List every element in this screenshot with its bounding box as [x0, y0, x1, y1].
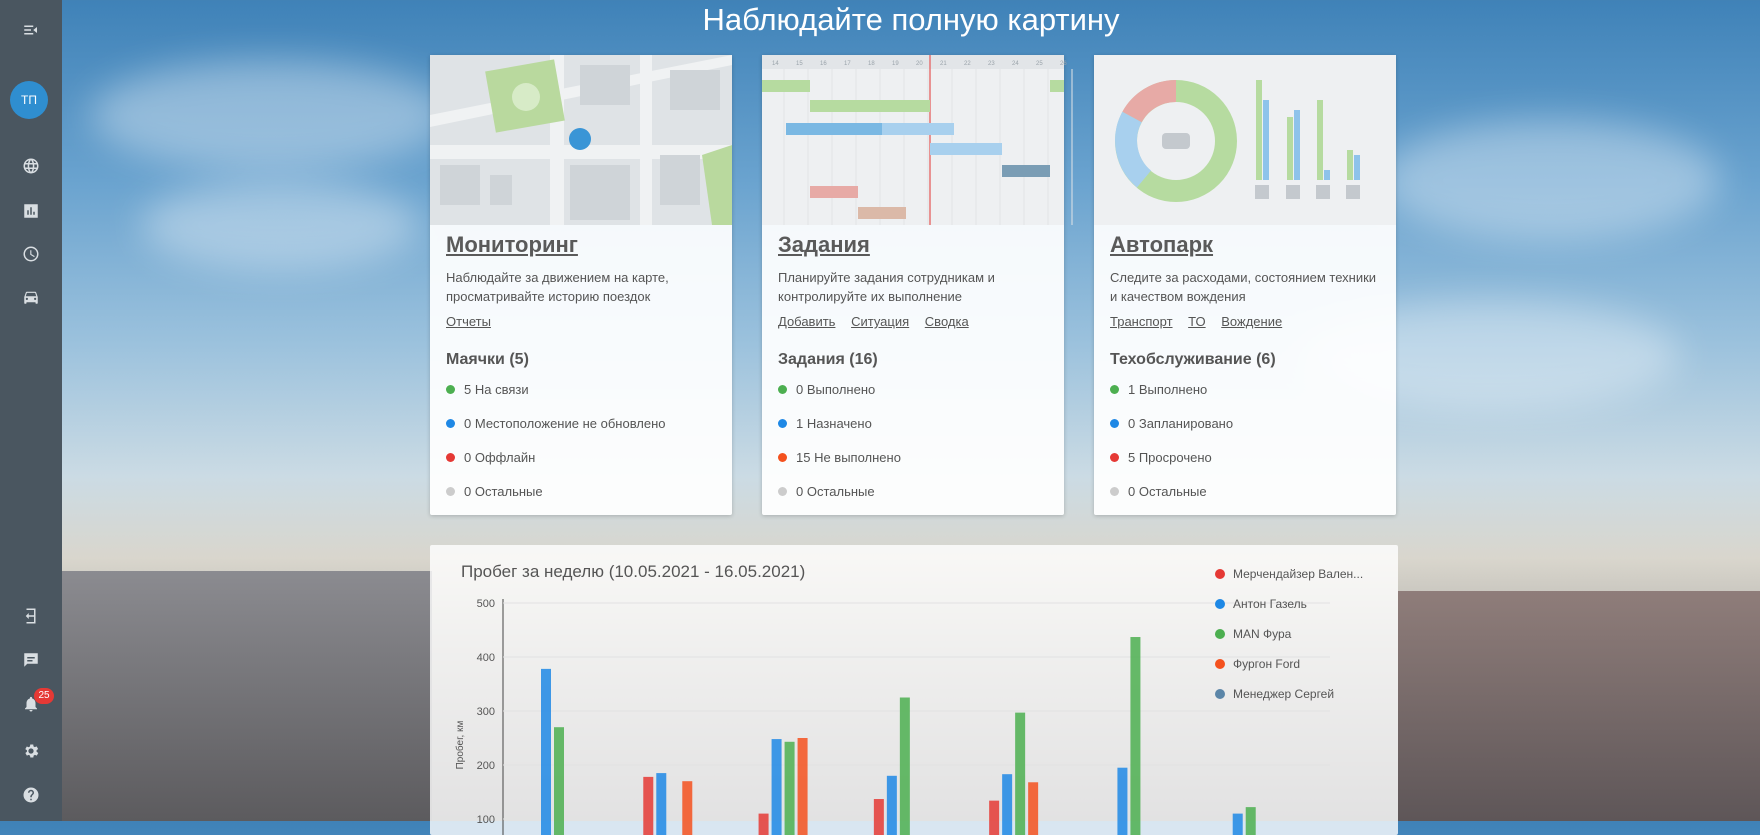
stat-label: 1 Назначено [796, 416, 872, 431]
sidebar-item-map[interactable] [0, 148, 62, 184]
chart-bar [887, 776, 897, 835]
link-driving[interactable]: Вождение [1221, 314, 1282, 329]
gear-icon [22, 742, 40, 760]
car-icon [1162, 133, 1190, 149]
y-tick-label: 500 [477, 598, 495, 610]
legend-item[interactable] [1215, 649, 1363, 679]
y-tick-label: 300 [477, 706, 495, 718]
background-skyline [1398, 591, 1760, 821]
map-icon [430, 55, 732, 225]
stat-label: 5 На связи [464, 382, 529, 397]
card-description: Наблюдайте за движением на карте, просматривайте историю поездок [446, 268, 721, 306]
gantt-day-label: 19 [892, 61, 899, 67]
y-tick-label: 200 [477, 760, 495, 772]
status-dot [1110, 419, 1119, 428]
chart-bar [656, 773, 666, 835]
sidebar [0, 0, 62, 821]
y-axis-label: Пробег, км [454, 721, 466, 770]
legend-dot [1215, 659, 1225, 669]
stat-row [778, 382, 875, 397]
gantt-chart-icon [762, 55, 1064, 225]
status-dot [446, 453, 455, 462]
gantt-day-label: 20 [916, 61, 923, 67]
link-reports[interactable]: Отчеты [446, 314, 491, 329]
logout-button[interactable] [0, 598, 62, 634]
legend-dot [1215, 629, 1225, 639]
settings-button[interactable] [0, 733, 62, 769]
stat-label: 0 Местоположение не обновлено [464, 416, 666, 431]
stat-label: 5 Просрочено [1128, 450, 1212, 465]
menu-collapse-icon [22, 21, 40, 39]
car-icon [22, 288, 40, 306]
link-transport[interactable]: Транспорт [1110, 314, 1173, 329]
stat-row [1110, 382, 1207, 397]
card-description: Планируйте задания сотрудникам и контролируйте их выполнение [778, 268, 1053, 306]
chat-icon [22, 651, 40, 669]
chart-bar [1233, 814, 1243, 835]
link-situation[interactable]: Ситуация [851, 314, 909, 329]
legend-label: Антон Газель [1233, 597, 1307, 611]
chart-bar [1117, 768, 1127, 835]
gantt-day-label: 16 [820, 61, 827, 67]
card-links [446, 314, 503, 329]
stat-label: 15 Не выполнено [796, 450, 901, 465]
stat-row [446, 450, 535, 465]
background-skyline [62, 571, 432, 821]
stat-row [1110, 450, 1212, 465]
chart-legend [1215, 559, 1363, 709]
card-links [1110, 314, 1294, 329]
background-cloud [140, 180, 420, 270]
status-dot [778, 453, 787, 462]
logout-icon [22, 607, 40, 625]
notification-count-badge: 25 [34, 688, 54, 704]
globe-icon [22, 157, 40, 175]
link-summary[interactable]: Сводка [925, 314, 969, 329]
background-cloud [90, 60, 450, 170]
fleet-illustration [1094, 55, 1396, 225]
fleet-chart-icon [1094, 55, 1396, 225]
stat-row [778, 450, 901, 465]
stat-label: 0 Оффлайн [464, 450, 535, 465]
gantt-day-label: 14 [772, 61, 779, 67]
sidebar-item-fleet[interactable] [0, 279, 62, 315]
chart-bar [1002, 774, 1012, 835]
gantt-day-label: 18 [868, 61, 875, 67]
legend-item[interactable] [1215, 679, 1363, 709]
clock-icon [22, 245, 40, 263]
status-dot [446, 419, 455, 428]
card-title-fleet[interactable]: Автопарк [1110, 232, 1213, 258]
stat-label: 0 Выполнено [796, 382, 875, 397]
legend-label: Менеджер Сергей [1233, 687, 1334, 701]
gantt-day-label: 17 [844, 61, 851, 67]
link-add[interactable]: Добавить [778, 314, 835, 329]
stat-label: 0 Запланировано [1128, 416, 1233, 431]
gantt-day-label: 23 [988, 61, 995, 67]
chart-bar [785, 742, 795, 835]
legend-label: MAN Фура [1233, 627, 1291, 641]
status-dot [446, 385, 455, 394]
chart-bar [759, 814, 769, 835]
gantt-day-label: 21 [940, 61, 947, 67]
legend-item[interactable] [1215, 589, 1363, 619]
stat-label: 0 Остальные [464, 484, 543, 499]
status-dot [1110, 385, 1119, 394]
legend-label: Фургон Ford [1233, 657, 1300, 671]
chart-bar [554, 727, 564, 835]
chart-bar [798, 738, 808, 835]
bar-chart-icon [22, 202, 40, 220]
stat-row [778, 484, 875, 499]
gantt-day-label: 24 [1012, 61, 1019, 67]
location-marker-icon [569, 128, 591, 150]
stat-title: Задания (16) [778, 351, 878, 369]
stat-row [778, 416, 872, 431]
chart-bar [541, 669, 551, 835]
stat-label: 1 Выполнено [1128, 382, 1207, 397]
stat-row [1110, 416, 1233, 431]
stat-label: 0 Остальные [1128, 484, 1207, 499]
stat-title: Маячки (5) [446, 351, 529, 369]
chart-bar [1015, 713, 1025, 835]
card-title-tasks[interactable]: Задания [778, 232, 870, 258]
help-icon [22, 786, 40, 804]
chart-bar [900, 698, 910, 835]
card-monitoring [430, 55, 732, 515]
chart-bar [1130, 637, 1140, 835]
legend-label: Мерчендайзер Вален... [1233, 567, 1363, 581]
sidebar-item-reports[interactable] [0, 193, 62, 229]
chart-bar [772, 739, 782, 835]
chart-title: Пробег за неделю (10.05.2021 - 16.05.2021) [461, 562, 805, 582]
gantt-day-label: 22 [964, 61, 971, 67]
legend-item[interactable] [1215, 619, 1363, 649]
y-tick-label: 400 [477, 652, 495, 664]
gantt-day-label: 15 [796, 61, 803, 67]
help-button[interactable] [0, 777, 62, 813]
gantt-day-label: 25 [1036, 61, 1043, 67]
status-dot [1110, 453, 1119, 462]
stat-row [446, 416, 666, 431]
background-cloud [1380, 120, 1720, 240]
menu-collapse-button[interactable] [0, 12, 62, 48]
legend-dot [1215, 569, 1225, 579]
gantt-day-label: 26 [1060, 61, 1067, 67]
gantt-illustration [762, 55, 1064, 225]
map-illustration [430, 55, 732, 225]
status-dot [1110, 487, 1119, 496]
page-title: Наблюдайте полную картину [62, 2, 1760, 38]
chart-bar [1246, 807, 1256, 835]
status-dot [446, 487, 455, 496]
chart-bar [874, 799, 884, 835]
card-tasks [762, 55, 1064, 515]
card-fleet [1094, 55, 1396, 515]
chart-bar [682, 781, 692, 835]
status-dot [778, 419, 787, 428]
stat-row [1110, 484, 1207, 499]
status-dot [778, 487, 787, 496]
sidebar-item-history[interactable] [0, 236, 62, 272]
legend-dot [1215, 689, 1225, 699]
chat-button[interactable] [0, 642, 62, 678]
card-links [778, 314, 981, 329]
card-title-monitoring[interactable]: Мониторинг [446, 232, 578, 258]
chart-bar [989, 801, 999, 835]
stat-row [446, 484, 543, 499]
stat-row [446, 382, 529, 397]
avatar[interactable]: ТП [10, 81, 48, 119]
y-tick-label: 100 [477, 814, 495, 826]
link-maintenance[interactable]: ТО [1188, 314, 1205, 329]
card-description: Следите за расходами, состоянием техники и качеством вождения [1110, 268, 1385, 306]
stat-title: Техобслуживание (6) [1110, 351, 1276, 369]
stat-label: 0 Остальные [796, 484, 875, 499]
chart-bar [1028, 782, 1038, 835]
legend-dot [1215, 599, 1225, 609]
chart-bar [643, 777, 653, 835]
legend-item[interactable] [1215, 559, 1363, 589]
status-dot [778, 385, 787, 394]
mileage-chart-panel [430, 545, 1398, 835]
